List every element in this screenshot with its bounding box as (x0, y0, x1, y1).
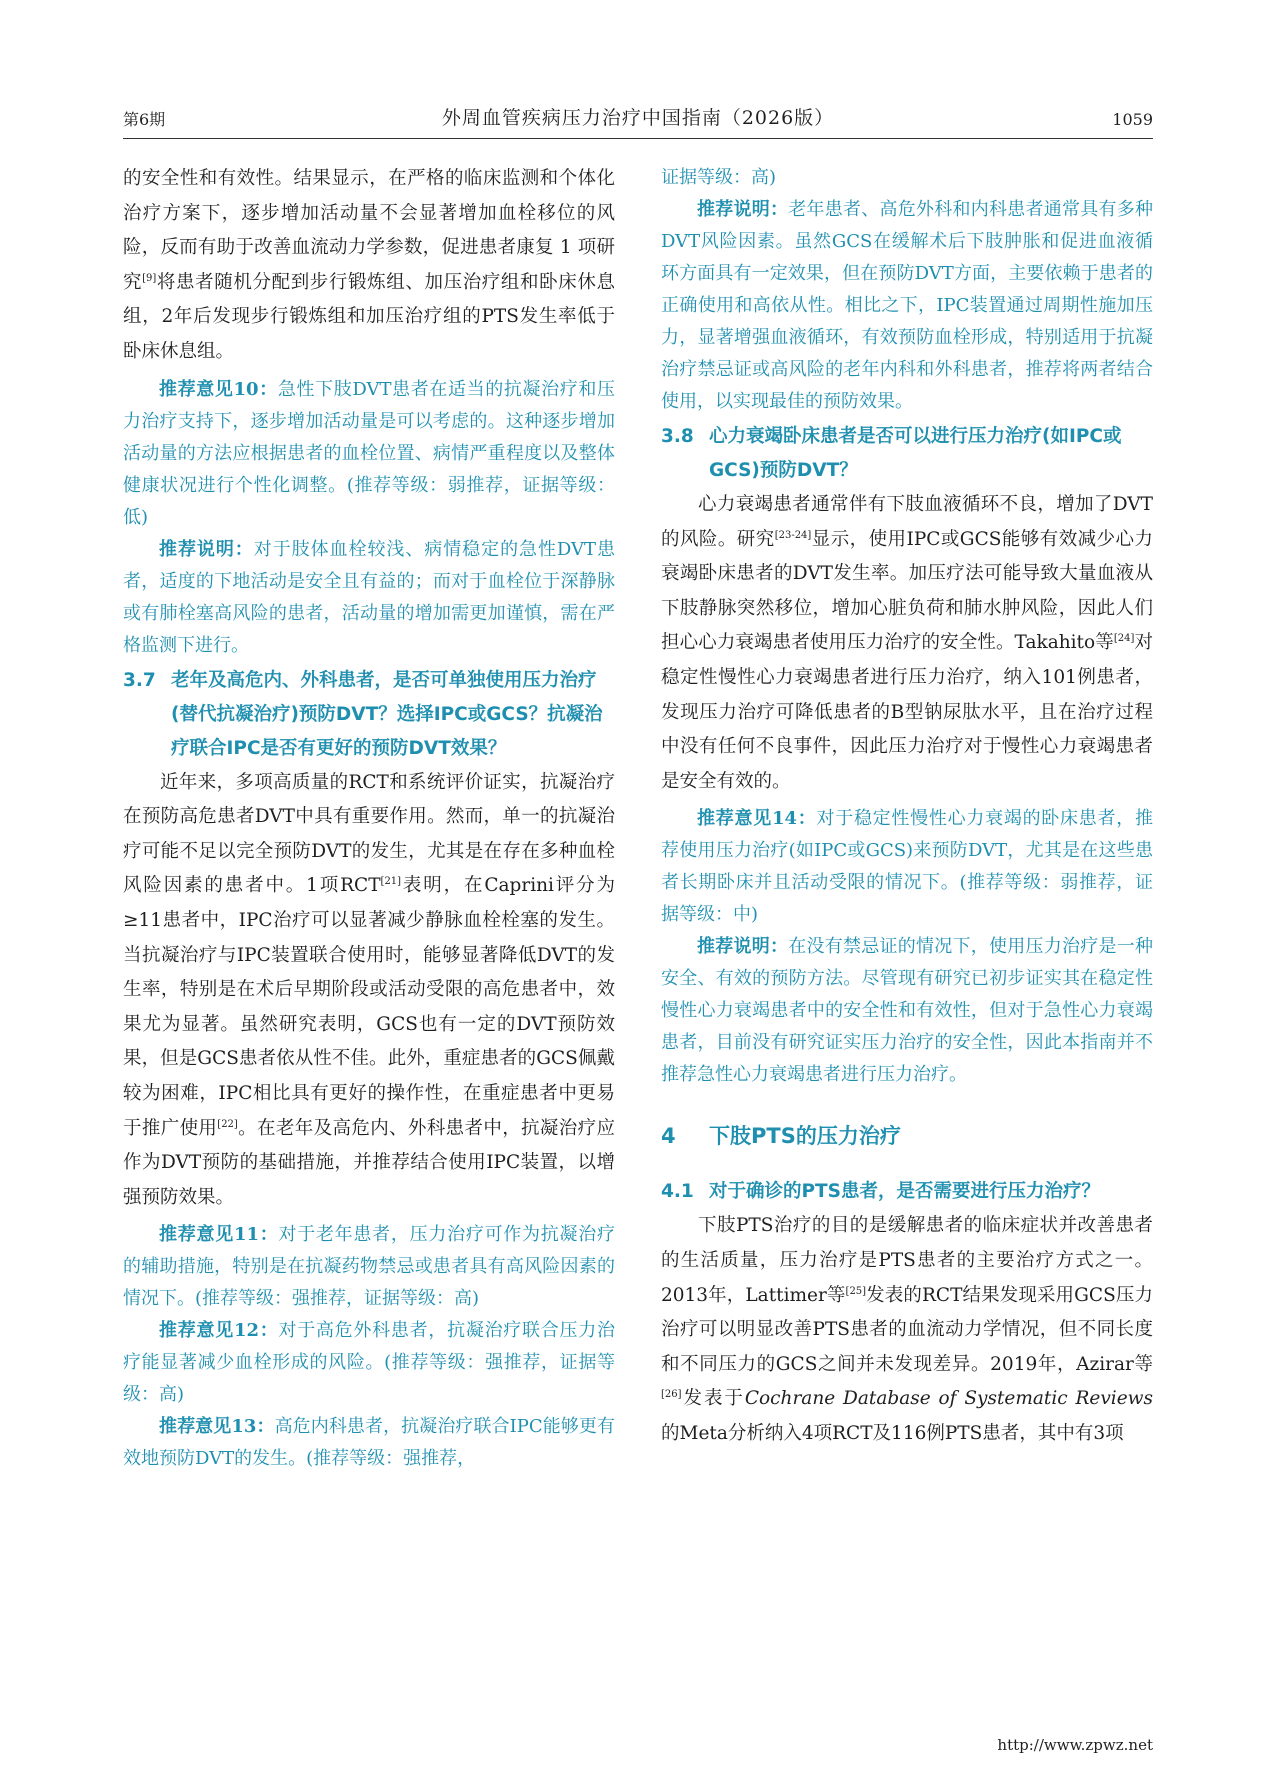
text-run: 发表的RCT结果发现采用GCS压力治疗可以明显改善PTS患者的血流动力学情况，但不同长度和不同压力的GCS之间并未发现差异。2019年，Azirar等 (661, 1284, 1153, 1375)
citation-ref: [9] (142, 272, 157, 284)
exp-text: 对于肢体血栓较浅、病情稳定的急性DVT患者，适度的下地活动是安全且有益的；而对于血栓位于深静脉或有肺栓塞高风险的患者，活动量的增加需更加谨慎，需在严格监测下进行。 (123, 538, 615, 656)
footer-url: http://www.zpwz.net (997, 1736, 1153, 1754)
rec-text: 高危内科患者，抗凝治疗联合IPC能够更有效地预防DVT的发生。(推荐等级：强推荐， (123, 1416, 615, 1470)
section-number: 3.7 (123, 669, 156, 691)
citation-ref: [23-24] (774, 529, 812, 541)
text-run: 发表于 (681, 1388, 745, 1410)
left-column (123, 162, 615, 1475)
section-number: 3.8 (661, 426, 694, 447)
section-4-heading (661, 1119, 1153, 1153)
exp-text: 在没有禁忌证的情况下，使用压力治疗是一种安全、有效的预防方法。尽管现有研究已初步证实其在稳定性慢性心力衰竭患者中的安全性和有效性，但对于急性心力衰竭患者，目前没有研究证实压力治疗的安全性，因此本指南并不推荐急性心力衰竭患者进行压力治疗。 (661, 936, 1153, 1086)
paragraph-pts-therapy (661, 1209, 1153, 1451)
exp-label: 推荐说明： (697, 199, 789, 220)
right-column (661, 162, 1153, 1452)
paragraph-activity-study (123, 162, 615, 370)
section-title: 下肢PTS的压力治疗 (709, 1124, 901, 1149)
section-3-8-heading (661, 420, 1153, 488)
paragraph-heart-failure (661, 488, 1153, 799)
text-run: 。在老年及高危内、外科患者中，抗凝治疗应作为DVT预防的基础措施，并推荐结合使用IPC装置，以增强预防效果。 (123, 1117, 615, 1208)
rec-text: 对于稳定性慢性心力衰竭的卧床患者，推荐使用压力治疗(如IPC或GCS)来预防DVT，尤其是在这些患者长期卧床并且活动受限的情况下。(推荐等级：弱推荐，证据等级：中) (661, 808, 1153, 926)
section-3-7-heading (123, 664, 615, 766)
text-run: 对稳定性慢性心力衰竭患者进行压力治疗，纳入101例患者，发现压力治疗可降低患者的B型钠尿肽水平，且在治疗过程中没有任何不良事件，因此压力治疗对于慢性心力衰竭患者是安全有效的。 (661, 632, 1153, 792)
recommendation-13-continued: 证据等级：高) (661, 167, 777, 188)
exp-label: 推荐说明： (159, 538, 254, 560)
recommendation-14 (661, 803, 1153, 931)
rec-label: 推荐意见10： (159, 378, 278, 400)
text-run: 将患者随机分配到步行锻炼组、加压治疗组和卧床休息组，2年后发现步行锻炼组和加压治疗组的PTS发生率低于卧床休息组。 (123, 271, 615, 362)
running-header (123, 106, 1153, 136)
recommendation-12 (123, 1315, 615, 1411)
section-4-1-heading (661, 1175, 1153, 1209)
header-rule (123, 138, 1153, 139)
journal-title: 外周血管疾病压力治疗中国指南（2026版） (441, 107, 835, 129)
section-title: 心力衰竭卧床患者是否可以进行压力治疗(如IPC或GCS)预防DVT？ (709, 426, 1122, 481)
rec-text: 对于高危外科患者，抗凝治疗联合压力治疗能显著减少血栓形成的风险。(推荐等级：强推荐，证据等级：高) (123, 1320, 615, 1406)
page-number: 1059 (1112, 110, 1153, 129)
text-run: 的Meta分析纳入4项RCT及116例PTS患者，其中有3项 (661, 1422, 1124, 1444)
citation-ref: [25] (845, 1285, 867, 1297)
explanation-10 (123, 534, 615, 662)
rec-label: 推荐意见12： (159, 1320, 279, 1342)
recommendation-10 (123, 374, 615, 534)
citation-ref: [24] (1113, 633, 1135, 645)
explanation-13 (661, 194, 1153, 418)
citation-ref: [21] (380, 876, 402, 888)
explanation-14 (661, 931, 1153, 1091)
section-number: 4.1 (661, 1181, 694, 1203)
rec-label: 推荐意见13： (159, 1416, 275, 1438)
text-run: 下肢PTS治疗的目的是缓解患者的临床症状并改善患者的生活质量，压力治疗是PTS患者的主要治疗方式之一。2013年，Lattimer等 (661, 1215, 1153, 1306)
text-run: 显示，使用IPC或GCS能够有效减少心力衰竭卧床患者的DVT发生率。加压疗法可能导致大量血液从下肢静脉突然移位，增加心脏负荷和肺水肿风险，因此人们担心心力衰竭患者使用压力治疗的安全性。Takahito等 (661, 528, 1153, 654)
exp-text: 老年患者、高危外科和内科患者通常具有多种DVT风险因素。虽然GCS在缓解术后下肢肿胀和促进血液循环方面具有一定效果，但在预防DVT方面，主要依赖于患者的正确使用和高依从性。相比之下，IPC装置通过周期性施加压力，显著增强血液循环，有效预防血栓形成，特别适用于抗凝治疗禁忌证或高风险的老年内科和外科患者，推荐将两者结合使用，以实现最佳的预防效果。 (661, 199, 1153, 412)
section-title: 对于确诊的PTS患者，是否需要进行压力治疗？ (709, 1181, 1101, 1203)
rec-label: 推荐意见11： (159, 1224, 279, 1246)
citation-ref: [26] (661, 1389, 682, 1401)
rec-text: 急性下肢DVT患者在适当的抗凝治疗和压力治疗支持下，逐步增加活动量是可以考虑的。这种逐步增加活动量的方法应根据患者的血栓位置、病情严重程度以及整体健康状况进行个性化调整。(推荐等级：弱推荐，证据等级：低) (123, 378, 615, 528)
recommendation-13 (123, 1411, 615, 1475)
text-run: 表明，在Caprini评分为≥11患者中，IPC治疗可以显著减少静脉血栓栓塞的发生。当抗凝治疗与IPC装置联合使用时，能够显著降低DVT的发生率，特别是在术后早期阶段或活动受限的高危患者中，效果尤为显著。虽然研究表明，GCS也有一定的DVT预防效果，但是GCS患者依从性不佳。此外，重症患者的GCS佩戴较为困难，IPC相比具有更好的操作性，在重症患者中更易于推广使用 (123, 875, 615, 1139)
journal-name: Cochrane Database of Systematic Reviews (744, 1388, 1153, 1410)
rec-text: 对于老年患者，压力治疗可作为抗凝治疗的辅助措施，特别是在抗凝药物禁忌或患者具有高风险因素的情况下。(推荐等级：强推荐，证据等级：高) (123, 1224, 615, 1310)
rec-label: 推荐意见14： (697, 808, 817, 830)
text-run: 心力衰竭患者通常伴有下肢血液循环不良，增加了DVT的风险。研究 (661, 494, 1153, 550)
citation-ref: [22] (217, 1118, 238, 1130)
issue-label: 第6期 (123, 110, 166, 129)
section-title: 老年及高危内、外科患者，是否可单独使用压力治疗(替代抗凝治疗)预防DVT？选择IPC或GCS？抗凝治疗联合IPC是否有更好的预防DVT效果？ (171, 669, 603, 759)
exp-label: 推荐说明： (697, 936, 789, 958)
paragraph-anticoagulation (123, 766, 615, 1216)
text-run: 近年来，多项高质量的RCT和系统评价证实，抗凝治疗在预防高危患者DVT中具有重要作用。然而，单一的抗凝治疗可能不足以完全预防DVT的发生，尤其是在存在多种血栓风险因素的患者中。1项RCT (123, 771, 615, 897)
section-number: 4 (661, 1124, 676, 1149)
text-run: 的安全性和有效性。结果显示，在严格的临床监测和个体化治疗方案下，逐步增加活动量不会显著增加血栓移位的风险，反而有助于改善血流动力学参数，促进患者康复 1 项研究 (123, 168, 615, 293)
recommendation-11 (123, 1219, 615, 1315)
